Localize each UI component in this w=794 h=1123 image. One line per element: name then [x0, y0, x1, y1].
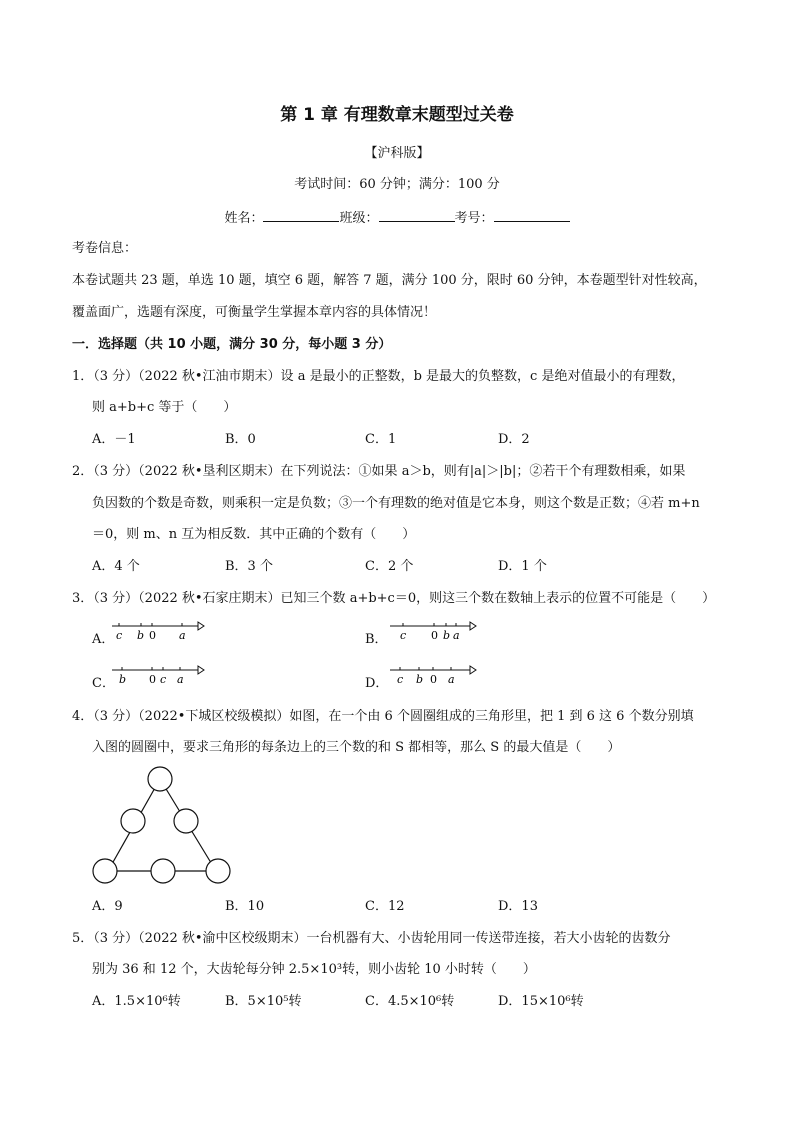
intro-heading: 考卷信息： [72, 241, 138, 256]
q2-option-c[interactable]: C．2 个 [365, 559, 414, 574]
circle-left-mid [121, 809, 145, 833]
circle-bottom-left [93, 859, 117, 883]
q4-line-1: 4．（3 分）（2022•下城区校级模拟）如图，在一个由 6 个圆圈组成的三角形里，把 1 到 6 这 6 个数分别填 [72, 709, 694, 724]
nl-c-label-2: 0 [149, 673, 156, 686]
nl-d-label-2: b [416, 673, 424, 686]
number-label: 考号： [454, 211, 494, 226]
q3-line-1: 3．（3 分）（2022 秋•石家庄期末）已知三个数 a+b+c＝0，则这三个数在数轴上表示的位置不可能是（ ） [72, 591, 716, 606]
nl-a-label-2: b [137, 629, 145, 642]
intro-line-2: 覆盖面广，选题有深度，可衡量学生掌握本章内容的具体情况！ [72, 305, 437, 320]
q1-option-d[interactable]: D．2 [498, 432, 530, 447]
nl-b-label-2: 0 [431, 629, 438, 642]
q3-option-b[interactable]: B． [365, 632, 388, 647]
number-field[interactable] [494, 209, 570, 222]
q1-option-c[interactable]: C．1 [365, 432, 397, 447]
q3-number-line-d [388, 664, 478, 692]
circle-top [148, 767, 172, 791]
q3-number-line-c [110, 664, 205, 692]
number-line-b-graphic [388, 620, 478, 644]
q4-option-c[interactable]: C．12 [365, 899, 405, 914]
section-heading: 一．选择题（共 10 小题，满分 30 分，每小题 3 分） [72, 337, 392, 352]
q4-triangle-diagram [88, 763, 238, 895]
q5-option-c[interactable]: C．4.5×10⁶转 [365, 994, 455, 1009]
q2-line-3: ＝0，则 m、n 互为相反数．其中正确的个数有（ ） [92, 527, 416, 542]
q5-option-b[interactable]: B．5×10⁵转 [225, 994, 302, 1009]
number-line-a-graphic [110, 620, 205, 644]
intro-line-1: 本卷试题共 23 题，单选 10 题，填空 6 题，解答 7 题，满分 100 分，限时 60 分钟，本卷题型针对性较高， [72, 273, 707, 288]
circle-bottom-mid [151, 859, 175, 883]
triangle-circles-graphic [88, 763, 238, 891]
nl-b-label-1: c [400, 629, 407, 642]
q5-option-d[interactable]: D．15×10⁶转 [498, 994, 584, 1009]
q5-line-1: 5．（3 分）（2022 秋•渝中区校级期末）一台机器有大、小齿轮用同一传送带连接，若大小齿轮的齿数分 [72, 931, 671, 946]
q2-option-d[interactable]: D．1 个 [498, 559, 547, 574]
circle-bottom-right [206, 859, 230, 883]
nl-b-label-3: b [443, 629, 451, 642]
student-info-row [0, 209, 794, 227]
q1-line-2: 则 a+b+c 等于（ ） [92, 400, 237, 415]
q4-option-b[interactable]: B．10 [225, 899, 265, 914]
q3-option-d[interactable]: D． [365, 676, 389, 691]
nl-a-label-1: c [116, 629, 123, 642]
nl-d-label-4: a [448, 673, 455, 686]
q4-option-d[interactable]: D．13 [498, 899, 538, 914]
nl-c-label-1: b [119, 673, 127, 686]
page-title: 第 1 章 有理数章末题型过关卷 [280, 105, 514, 125]
nl-d-label-1: c [397, 673, 404, 686]
q5-line-2: 别为 36 和 12 个，大齿轮每分钟 2.5×10³转，则小齿轮 10 小时转（ ） [92, 962, 536, 977]
edition-label: 【沪科版】 [364, 146, 430, 161]
q3-option-a[interactable]: A． [92, 632, 115, 647]
q2-option-a[interactable]: A．4 个 [92, 559, 140, 574]
circle-right-mid [174, 809, 198, 833]
q3-number-line-a [110, 620, 205, 648]
q2-line-1: 2．（3 分）（2022 秋•垦利区期末）在下列说法：①如果 a＞b，则有|a|＞|b|；②若干个有理数相乘，如果 [72, 464, 686, 479]
q4-line-2: 入图的圆圈中，要求三角形的每条边上的三个数的和 S 都相等，那么 S 的最大值是（ ） [92, 740, 621, 755]
number-line-d-graphic [388, 664, 478, 688]
q2-option-b[interactable]: B．3 个 [225, 559, 273, 574]
exam-info: 考试时间：60 分钟；满分：100 分 [294, 177, 500, 192]
nl-a-label-4: a [179, 629, 186, 642]
q3-option-c[interactable]: C． [92, 676, 115, 691]
number-line-c-graphic [110, 664, 205, 688]
nl-c-label-4: a [177, 673, 184, 686]
name-label: 姓名： [224, 211, 264, 226]
q3-number-line-b [388, 620, 478, 648]
nl-c-label-3: c [160, 673, 167, 686]
q2-line-2: 负因数的个数是奇数，则乘积一定是负数；③一个有理数的绝对值是它本身，则这个数是正数；④若 m+n [92, 496, 700, 511]
nl-b-label-4: a [453, 629, 460, 642]
class-label: 班级： [339, 211, 379, 226]
name-field[interactable] [263, 209, 339, 222]
q5-option-a[interactable]: A．1.5×10⁶转 [92, 994, 181, 1009]
class-field[interactable] [379, 209, 455, 222]
q4-option-a[interactable]: A．9 [92, 899, 123, 914]
q1-line-1: 1．（3 分）（2022 秋•江油市期末）设 a 是最小的正整数，b 是最大的负整数，c 是绝对值最小的有理数， [72, 369, 685, 384]
nl-a-label-3: 0 [149, 629, 156, 642]
q1-option-b[interactable]: B．0 [225, 432, 256, 447]
q1-option-a[interactable]: A．－1 [92, 432, 136, 447]
nl-d-label-3: 0 [430, 673, 437, 686]
